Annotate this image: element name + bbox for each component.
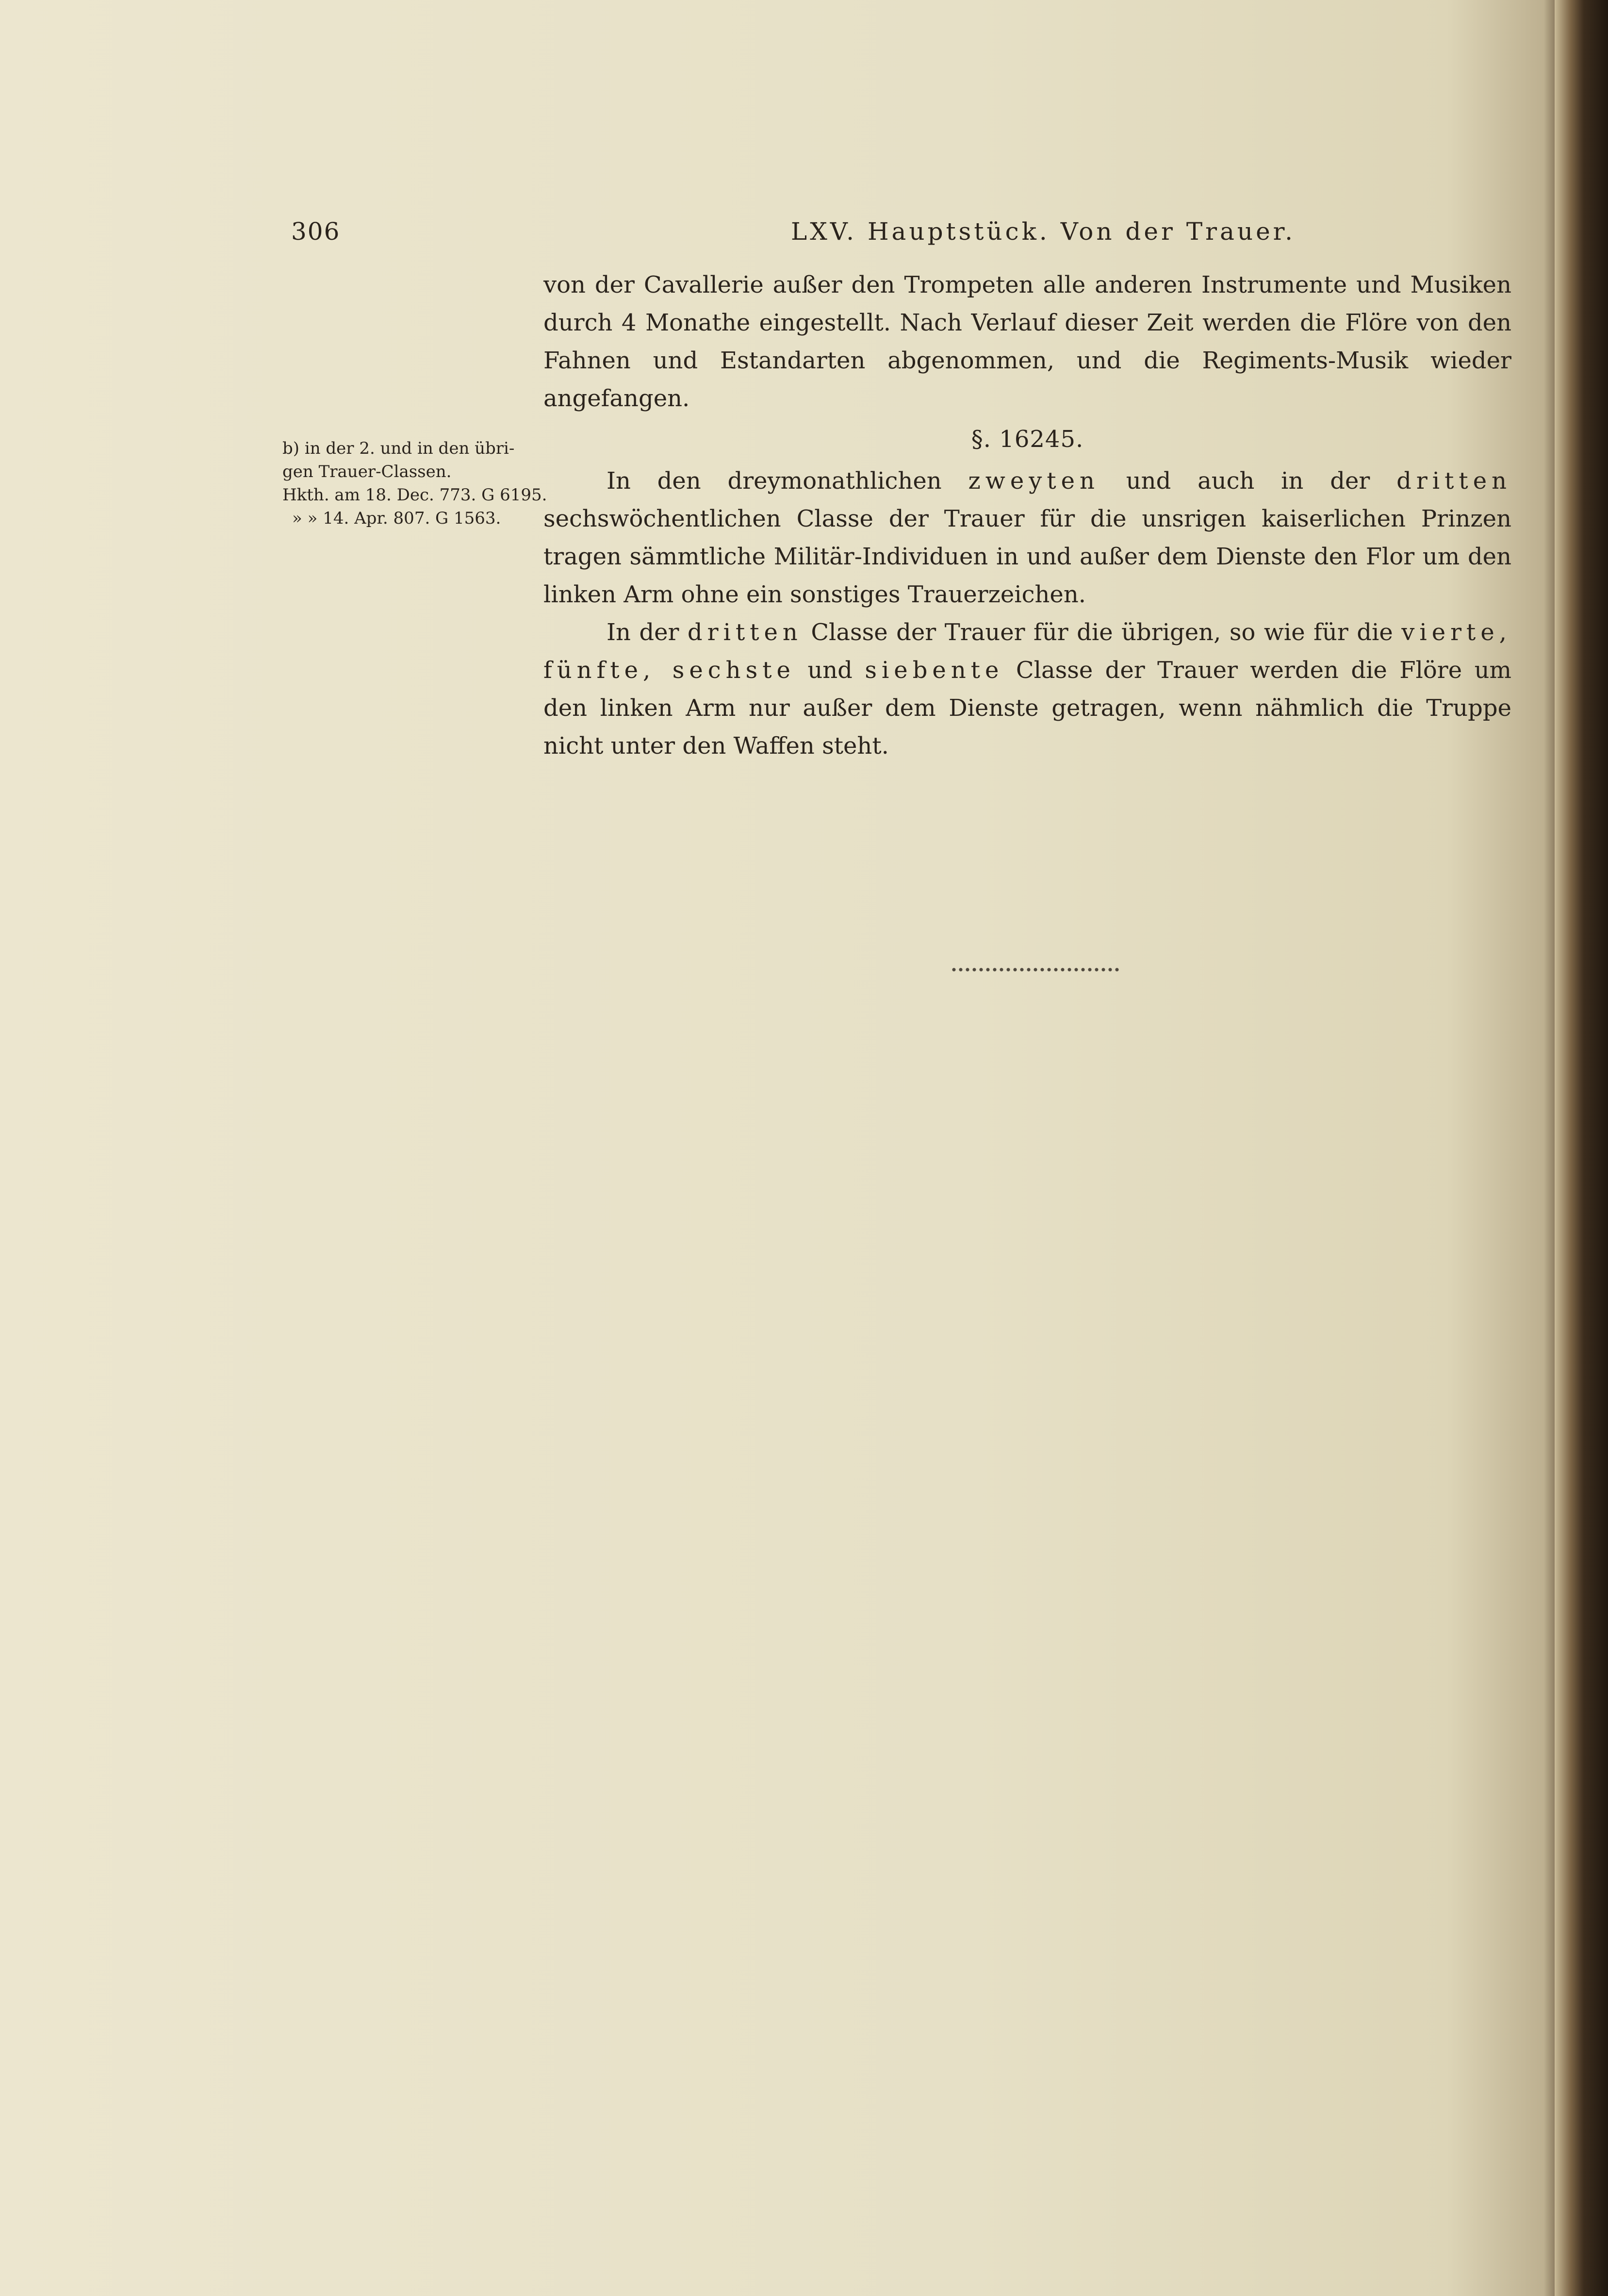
emphasis-text: vierte, fünfte, sechste bbox=[543, 619, 1512, 684]
body-text bbox=[543, 266, 1511, 765]
page-header bbox=[291, 217, 1504, 251]
emphasis-text: dritten bbox=[687, 619, 803, 646]
page-number: 306 bbox=[291, 217, 341, 246]
running-head: LXV. Hauptstück. Von der Trauer. bbox=[791, 217, 1296, 246]
emphasis-text: zweyten bbox=[968, 467, 1099, 495]
margin-note-line: Hkth. am 18. Dec. 773. G 6195. bbox=[282, 485, 547, 505]
paragraph-continuation: von der Cavallerie außer den Trompeten alle anderen Instrumente und Musiken durch 4 Monathe eingestellt. Nach Verlauf dieser Zeit werden die Flöre von den Fahnen und Estandarten abgenommen, und die Regiments-Musik wieder angefangen. bbox=[543, 271, 1511, 412]
text-run: Classe der Trauer für die übrigen, so wie für die bbox=[802, 619, 1402, 646]
margin-note-line: gen Trauer-Classen. bbox=[282, 462, 452, 481]
text-run: Classe der Trauer werden die Flöre um den linken Arm nur außer dem Dienste getragen, wenn nähmlich die Truppe nicht unter den Waffen steht. bbox=[543, 657, 1511, 760]
margin-note bbox=[282, 437, 547, 530]
text-run: und auch in der bbox=[1099, 467, 1397, 495]
text-run: In der bbox=[607, 619, 688, 646]
text-run: sechswöchentlichen Classe der Trauer für die unsrigen kaiserlichen Prinzen tragen sämmtliche Militär-Individuen in und außer dem Dienste den Flor um den linken Arm ohne ein sonstiges Trauerzeichen. bbox=[543, 505, 1511, 608]
emphasis-text: siebente bbox=[865, 657, 1004, 684]
decorative-rule bbox=[951, 967, 1121, 973]
emphasis-text: dritten bbox=[1396, 467, 1512, 495]
paragraph bbox=[543, 462, 1511, 613]
paragraph bbox=[543, 613, 1511, 765]
text-run: und bbox=[795, 657, 865, 684]
section-heading: §. 16245. bbox=[971, 426, 1084, 453]
margin-note-line: b) in der 2. und in den übri- bbox=[282, 439, 515, 458]
book-spine-edge bbox=[1555, 0, 1608, 2296]
margin-note-line: » » 14. Apr. 807. G 1563. bbox=[292, 509, 501, 528]
text-run: In den dreymonathlichen bbox=[607, 467, 968, 495]
